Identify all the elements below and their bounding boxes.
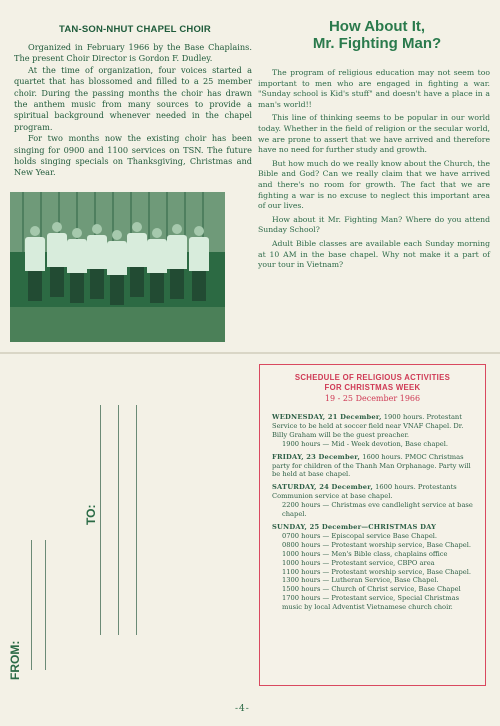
address-line — [118, 405, 119, 635]
schedule-text: 0700 hours — Episcopal service Base Chapel. — [282, 531, 438, 540]
from-label: FROM: — [8, 640, 22, 680]
choir-heading: TAN-SON-NHUT CHAPEL CHOIR — [59, 24, 211, 35]
address-line — [100, 405, 101, 635]
fold-line — [0, 352, 500, 354]
schedule-list — [272, 409, 478, 612]
schedule-day: SUNDAY, 25 December—CHRISTMAS DAY — [272, 522, 437, 531]
schedule-text: 1900 hours. Protestant Service to be held at soccer field near VNAF Chapel. Dr. Billy Graham will be the guest preacher. — [272, 413, 464, 439]
schedule-title-line: FOR CHRISTMAS WEEK — [324, 383, 421, 392]
schedule-text: 1900 hours — Mid - Week devotion, Base chapel. — [282, 439, 448, 448]
address-line — [45, 540, 46, 670]
address-line — [136, 405, 137, 635]
article-title — [258, 18, 496, 52]
schedule-text: 1600 hours. PMOC Christmas party for children of the Thanh Man Orphanage. Party will be held at base chapel. — [272, 452, 471, 479]
schedule-entry — [272, 523, 478, 532]
choir-photo — [10, 192, 225, 342]
schedule-entry — [282, 576, 478, 585]
article-paragraph: How about it Mr. Fighting Man? Where do you attend Sunday School? — [258, 214, 490, 235]
schedule-text: 1300 hours — Lutheran Service, Base Chapel. — [282, 576, 439, 585]
article-paragraph: This line of thinking seems to be popular in our world today. Whether in the field of religion or the secular world, we are prone to assert that we have arrived and therefore have no need for further study and growth. — [258, 113, 490, 155]
schedule-entry — [282, 559, 478, 568]
article-paragraph: The program of religious education may not seem too important to men who are engaged in fighting a war. "Sunday school is Kid's stuff" and doesn't have a place in a man's world!! — [258, 68, 490, 109]
schedule-entry — [272, 453, 478, 480]
schedule-entry — [282, 440, 478, 449]
choir-paragraph: At the time of organization, four voices started a quartet that has blossomed and filled to a 25 member choir. During the passing months the choir has drawn the anthem music from many sources to provide a spiritual background whenever needed in the chapel program. — [14, 64, 252, 132]
choir-article — [14, 42, 252, 179]
page-number: -4- — [235, 704, 250, 714]
schedule-text: 1000 hours — Protestant service, CBPO area — [282, 558, 435, 567]
schedule-text: 1500 hours — Church of Christ service, Base Chapel — [282, 585, 461, 594]
article-title-line: Mr. Fighting Man? — [312, 35, 442, 52]
schedule-entry — [282, 541, 478, 550]
schedule-box — [259, 364, 486, 686]
choir-paragraph: Organized in February 1966 by the Base Chaplains. The present Choir Director is Gordon F. Dudley. — [14, 42, 252, 64]
schedule-text: 1100 hours — Protestant worship service, Base Chapel. — [282, 567, 471, 576]
schedule-text: 2200 hours — Christmas eve candlelight service at base chapel. — [282, 501, 473, 519]
schedule-entry — [272, 413, 478, 440]
schedule-entry — [282, 594, 478, 612]
schedule-day: FRIDAY, 23 December, — [272, 452, 361, 461]
address-line — [31, 540, 32, 670]
schedule-dates: 19 - 25 December 1966 — [324, 394, 421, 403]
article-paragraph: But how much do we really know about the Church, the Bible and God? Can we really claim that we have arrived and there's no room for growth. The fact that we are fighting a war is no excuse to neglect this important area of our lives. — [258, 158, 490, 211]
article-paragraph: Adult Bible classes are available each Sunday morning at 10 AM in the base chapel. Why not make it a part of your tour in Vietnam? — [258, 238, 490, 270]
schedule-entry — [272, 483, 478, 501]
schedule-entry — [282, 501, 478, 519]
article-title-line: How About It, — [328, 18, 426, 35]
schedule-entry — [282, 568, 478, 577]
schedule-entry — [282, 532, 478, 541]
schedule-text: 1600 hours. Protestants Communion service at base chapel. — [272, 483, 457, 501]
schedule-text: 1700 hours — Protestant service, Special Christmas music by local Adventist Vietnamese church choir. — [282, 594, 459, 612]
schedule-text: 1000 hours — Men's Bible class, chaplains office — [282, 549, 448, 558]
schedule-entry — [282, 550, 478, 559]
schedule-day: WEDNESDAY, 21 December, — [272, 413, 382, 421]
schedule-entry — [282, 585, 478, 594]
schedule-day: SATURDAY, 24 December, — [272, 483, 374, 492]
choir-paragraph: For two months now the existing choir has been singing for 0900 and 1100 services on TSN. The future holds singing specials on Thanksgiving, Christmas and New Year. — [14, 133, 252, 178]
schedule-text: 0800 hours — Protestant worship service, Base Chapel. — [282, 540, 471, 549]
schedule-title-line: SCHEDULE OF RELIGIOUS ACTIVITIES — [294, 373, 451, 382]
article-body — [258, 68, 490, 274]
to-label: TO: — [84, 504, 98, 525]
schedule-title — [260, 373, 485, 393]
